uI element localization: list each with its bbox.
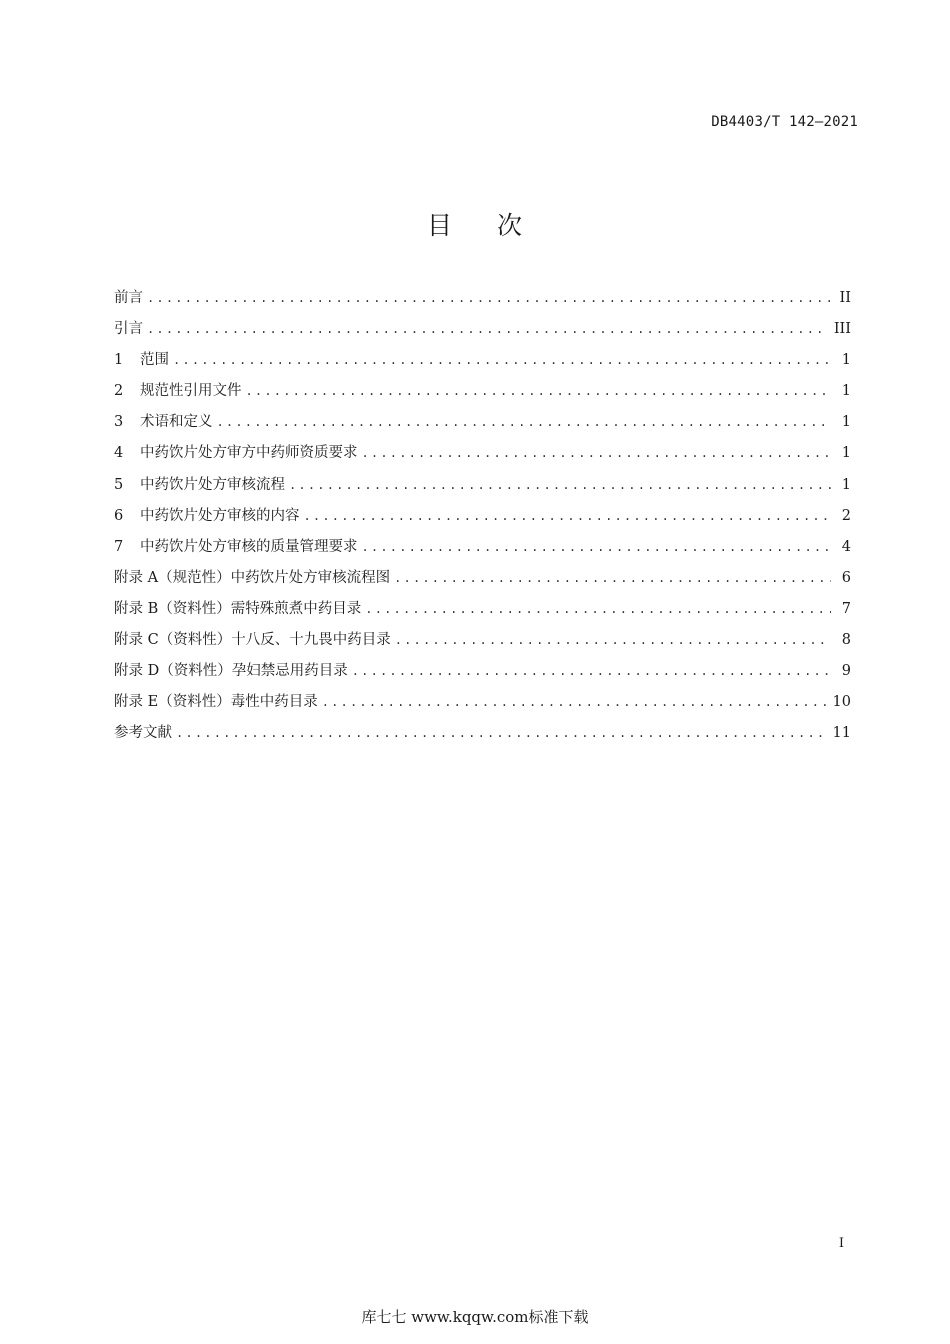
toc-item-appendix-c[interactable] [114, 628, 851, 659]
toc-item-page: 7 [841, 600, 851, 617]
title-char-1: 目 [426, 211, 453, 240]
toc-leader-dots [322, 690, 827, 714]
toc-item-label: 范围 [140, 352, 169, 369]
toc-item-appendix-a[interactable] [114, 566, 851, 597]
toc-item-normative-references[interactable] [114, 379, 851, 410]
toc-leader-dots [365, 597, 831, 621]
toc-item-number: 7 [114, 538, 124, 555]
toc-item-label: 毒性中药目录 [230, 694, 318, 711]
toc-item-appendix-prefix: 附录 A（规范性） [114, 569, 231, 586]
toc-item-label: 规范性引用文件 [140, 383, 242, 400]
page-title [0, 206, 950, 242]
page-number: I [838, 1236, 844, 1251]
toc-item-number: 1 [114, 352, 124, 369]
toc-item-page: 8 [841, 632, 851, 649]
toc-item-label: 中药饮片处方审核的内容 [140, 507, 300, 524]
toc-leader-dots [304, 504, 832, 528]
toc-item-label: 参考文献 [114, 725, 172, 742]
toc-item-label: 中药饮片处方审方中药师资质要求 [140, 445, 358, 462]
toc-leader-dots [352, 659, 831, 683]
toc-item-label: 前言 [114, 290, 143, 306]
toc-leader-dots [147, 286, 831, 310]
toc-item-label: 中药饮片处方审核的质量管理要求 [140, 538, 358, 555]
toc-leader-dots [395, 628, 831, 652]
toc-item-label: 引言 [114, 321, 143, 338]
document-code: DB4403/T 142—2021 [711, 114, 858, 130]
toc-item-page: 9 [841, 663, 851, 680]
toc-item-review-process[interactable] [114, 473, 851, 504]
toc-item-label: 需特殊煎煮中药目录 [230, 600, 362, 617]
toc-leader-dots [176, 721, 827, 745]
toc-leader-dots [394, 566, 831, 590]
toc-item-appendix-prefix: 附录 B（资料性） [114, 600, 231, 617]
table-of-contents [114, 286, 851, 752]
toc-leader-dots [289, 473, 831, 497]
toc-item-page: 4 [841, 538, 851, 555]
toc-item-label: 中药饮片处方审核流程 [140, 476, 285, 493]
toc-item-introduction[interactable] [114, 317, 851, 348]
toc-leader-dots [246, 379, 832, 403]
toc-item-appendix-prefix: 附录 E（资料性） [114, 694, 231, 711]
toc-leader-dots [362, 535, 832, 559]
toc-item-page: 1 [841, 445, 851, 462]
toc-item-number: 2 [114, 383, 124, 400]
toc-item-number: 5 [114, 476, 124, 493]
toc-item-appendix-b[interactable] [114, 597, 851, 628]
toc-item-pharmacist-qualification[interactable] [114, 441, 851, 472]
toc-item-label: 十八反、十九畏中药目录 [231, 632, 391, 649]
toc-item-appendix-prefix: 附录 C（资料性） [114, 632, 232, 649]
title-char-2: 次 [497, 211, 524, 240]
toc-item-page: 6 [841, 569, 851, 586]
toc-item-quality-management[interactable] [114, 535, 851, 566]
toc-item-page: III [833, 321, 851, 338]
toc-item-appendix-prefix: 附录 D（资料性） [114, 663, 232, 680]
toc-item-review-content[interactable] [114, 504, 851, 535]
toc-item-appendix-d[interactable] [114, 659, 851, 690]
toc-leader-dots [362, 441, 832, 465]
toc-item-scope[interactable] [114, 348, 851, 379]
toc-item-foreword[interactable] [114, 286, 851, 317]
toc-leader-dots [217, 410, 832, 434]
toc-item-page: 1 [841, 476, 851, 493]
toc-leader-dots [173, 348, 831, 372]
toc-item-page: II [839, 290, 851, 306]
toc-item-label: 中药饮片处方审核流程图 [230, 569, 391, 586]
toc-item-appendix-e[interactable] [114, 690, 851, 721]
toc-item-number: 6 [114, 507, 124, 524]
toc-leader-dots [147, 317, 828, 341]
toc-item-terms-definitions[interactable] [114, 410, 851, 441]
toc-item-label: 孕妇禁忌用药目录 [231, 663, 348, 680]
toc-item-bibliography[interactable] [114, 721, 851, 752]
toc-item-number: 3 [114, 414, 124, 431]
toc-item-page: 10 [832, 694, 851, 711]
toc-item-page: 1 [841, 383, 851, 400]
toc-item-page: 1 [841, 414, 851, 431]
toc-item-number: 4 [114, 445, 124, 462]
toc-item-page: 11 [832, 725, 851, 742]
toc-item-label: 术语和定义 [140, 414, 213, 431]
toc-item-page: 1 [841, 352, 851, 369]
footer-watermark: 库七七 www.kqqw.com标准下载 [361, 1308, 589, 1326]
toc-item-page: 2 [841, 507, 851, 524]
